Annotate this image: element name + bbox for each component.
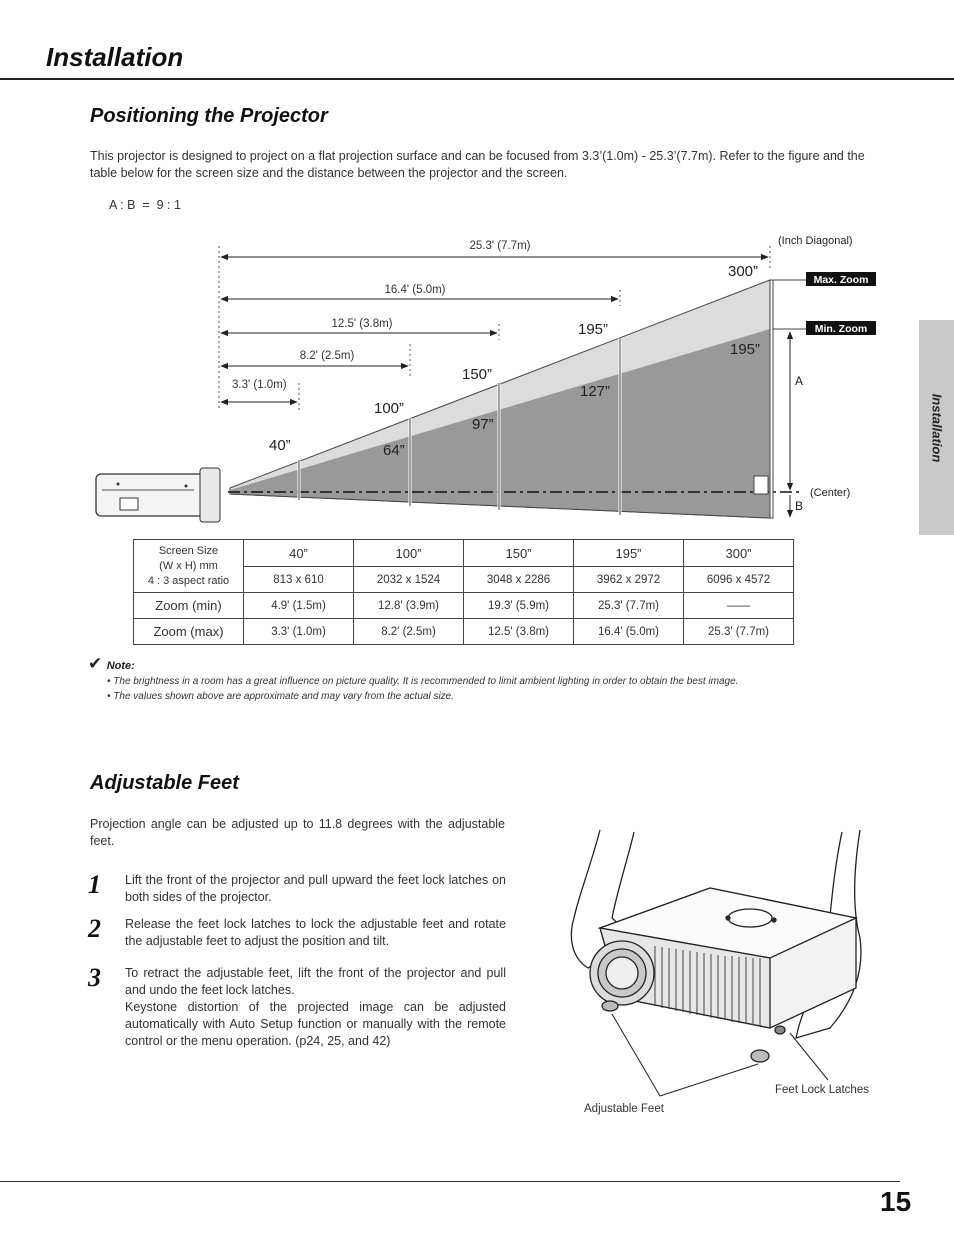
table-cell: 4.9' (1.5m): [244, 593, 354, 619]
feet-callout-line-2: [660, 1064, 758, 1096]
step-text: To retract the adjustable feet, lift the front of the projector and pull and undo the feet lock latches. Keystone distortion of the projected image can be adjusted automatically with Auto Setup function or manually with the remote control or the menu operation. (p24, 25, and 42): [125, 966, 506, 1048]
table-cell: 12.8' (3.9m): [354, 593, 464, 619]
size-label-97-min: 97”: [472, 416, 494, 433]
step-number: 1: [88, 870, 101, 899]
table-cell: 40”: [244, 540, 354, 567]
header-line: 4 : 3 aspect ratio: [147, 574, 230, 587]
table-row: [134, 619, 794, 645]
min-zoom-label: Min. Zoom: [814, 323, 868, 335]
header-line: (W x H) mm: [159, 559, 218, 572]
row-label: Zoom (min): [134, 593, 244, 619]
table-cell: 300”: [684, 540, 794, 567]
page-number: 15: [880, 1186, 912, 1217]
size-label-195-min: 195”: [730, 341, 761, 358]
feet-intro: Projection angle can be adjusted up to 11.8 degrees with the adjustable feet.: [90, 817, 505, 848]
table-cell: 150”: [464, 540, 574, 567]
projector-hands-illustration: [560, 828, 890, 1118]
feet-heading: Adjustable Feet: [90, 772, 239, 794]
table-cell: 12.5' (3.8m): [464, 619, 574, 645]
label-b: B: [795, 499, 804, 513]
center-label: (Center): [810, 487, 851, 499]
table-cell: 813 x 610: [244, 567, 354, 593]
latch-callout-line: [790, 1033, 828, 1080]
table-cell: 195”: [574, 540, 684, 567]
feet-lock-latches-label: Feet Lock Latches: [775, 1084, 869, 1096]
aspect-ratio-text: A : B = 9 : 1: [109, 198, 181, 212]
table-cell: 2032 x 1524: [354, 567, 464, 593]
note-heading: [88, 654, 135, 674]
step-text: Lift the front of the projector and pull upward the feet lock latches on both sides of the projector.: [125, 873, 506, 904]
footer-rule: [0, 1181, 900, 1182]
distance-label-2: 16.4' (5.0m): [384, 284, 446, 296]
side-tab-label: Installation: [929, 393, 944, 462]
size-label-64-min: 64”: [383, 442, 405, 459]
positioning-heading: Positioning the Projector: [90, 105, 328, 127]
distance-label-3: 12.5' (3.8m): [331, 318, 393, 330]
feet-callout-line-1: [612, 1014, 660, 1096]
screen-edge: [770, 280, 773, 518]
page-title: Installation: [46, 42, 184, 72]
table-cell: 6096 x 4572: [684, 567, 794, 593]
note-item: • The brightness in a room has a great influence on picture quality. It is recommended to limit ambient lighting in order to obtain the best image.: [107, 676, 739, 687]
step-text: Release the feet lock latches to lock the adjustable feet and rotate the adjustable feet to adjust the position and tilt.: [125, 917, 506, 948]
size-label-150-max: 150”: [462, 366, 493, 383]
header-line: Screen Size: [158, 544, 219, 557]
adjustable-feet-label: Adjustable Feet: [584, 1103, 664, 1115]
inch-diagonal-label: (Inch Diagonal): [778, 235, 853, 247]
table-cell: 25.3' (7.7m): [574, 593, 684, 619]
table-header-cell: [134, 540, 244, 593]
checkmark-icon: ✔: [88, 654, 103, 673]
table-cell: 16.4' (5.0m): [574, 619, 684, 645]
table-cell: 100”: [354, 540, 464, 567]
label-a: A: [795, 374, 804, 388]
title-rule: [0, 78, 954, 80]
table-cell: 25.3' (7.7m): [684, 619, 794, 645]
table-cell: 8.2' (2.5m): [354, 619, 464, 645]
distance-label-4: 8.2' (2.5m): [299, 350, 355, 362]
note-item: • The values shown above are approximate and may vary from the actual size.: [107, 691, 455, 702]
table-row: [134, 593, 794, 619]
positioning-intro: This projector is designed to project on a flat projection surface and can be focused from 3.3’(1.0m) - 25.3’(7.7m). Refer to the figure and the table below for the screen size and the distance between the projector and the screen.: [90, 149, 865, 180]
table-row: [134, 540, 794, 567]
table-cell: 3.3' (1.0m): [244, 619, 354, 645]
table-cell: 3048 x 2286: [464, 567, 574, 593]
size-label-100-max: 100”: [374, 400, 405, 417]
distance-label-5: 3.3' (1.0m): [232, 379, 287, 391]
projector-side-view: [96, 468, 220, 522]
size-label-40-max: 40”: [269, 437, 291, 454]
screen-size-table: [133, 539, 794, 645]
table-cell: 3962 x 2972: [574, 567, 684, 593]
distance-label-1: 25.3' (7.7m): [469, 240, 531, 252]
projector-body: [590, 888, 856, 1062]
note-label: Note:: [106, 660, 135, 672]
size-label-300: 300”: [728, 263, 759, 280]
size-label-127-min: 127”: [580, 383, 611, 400]
table-cell: 19.3' (5.9m): [464, 593, 574, 619]
max-zoom-label: Max. Zoom: [813, 274, 869, 286]
size-label-195-max: 195”: [578, 321, 609, 338]
step-number: 2: [88, 914, 101, 943]
throw-distance-diagram: [90, 228, 890, 528]
step-number: 3: [88, 963, 101, 992]
side-tab-label-wrap: [919, 320, 954, 535]
row-label: Zoom (max): [134, 619, 244, 645]
center-marker-box: [754, 476, 768, 494]
table-cell: ——: [684, 593, 794, 619]
